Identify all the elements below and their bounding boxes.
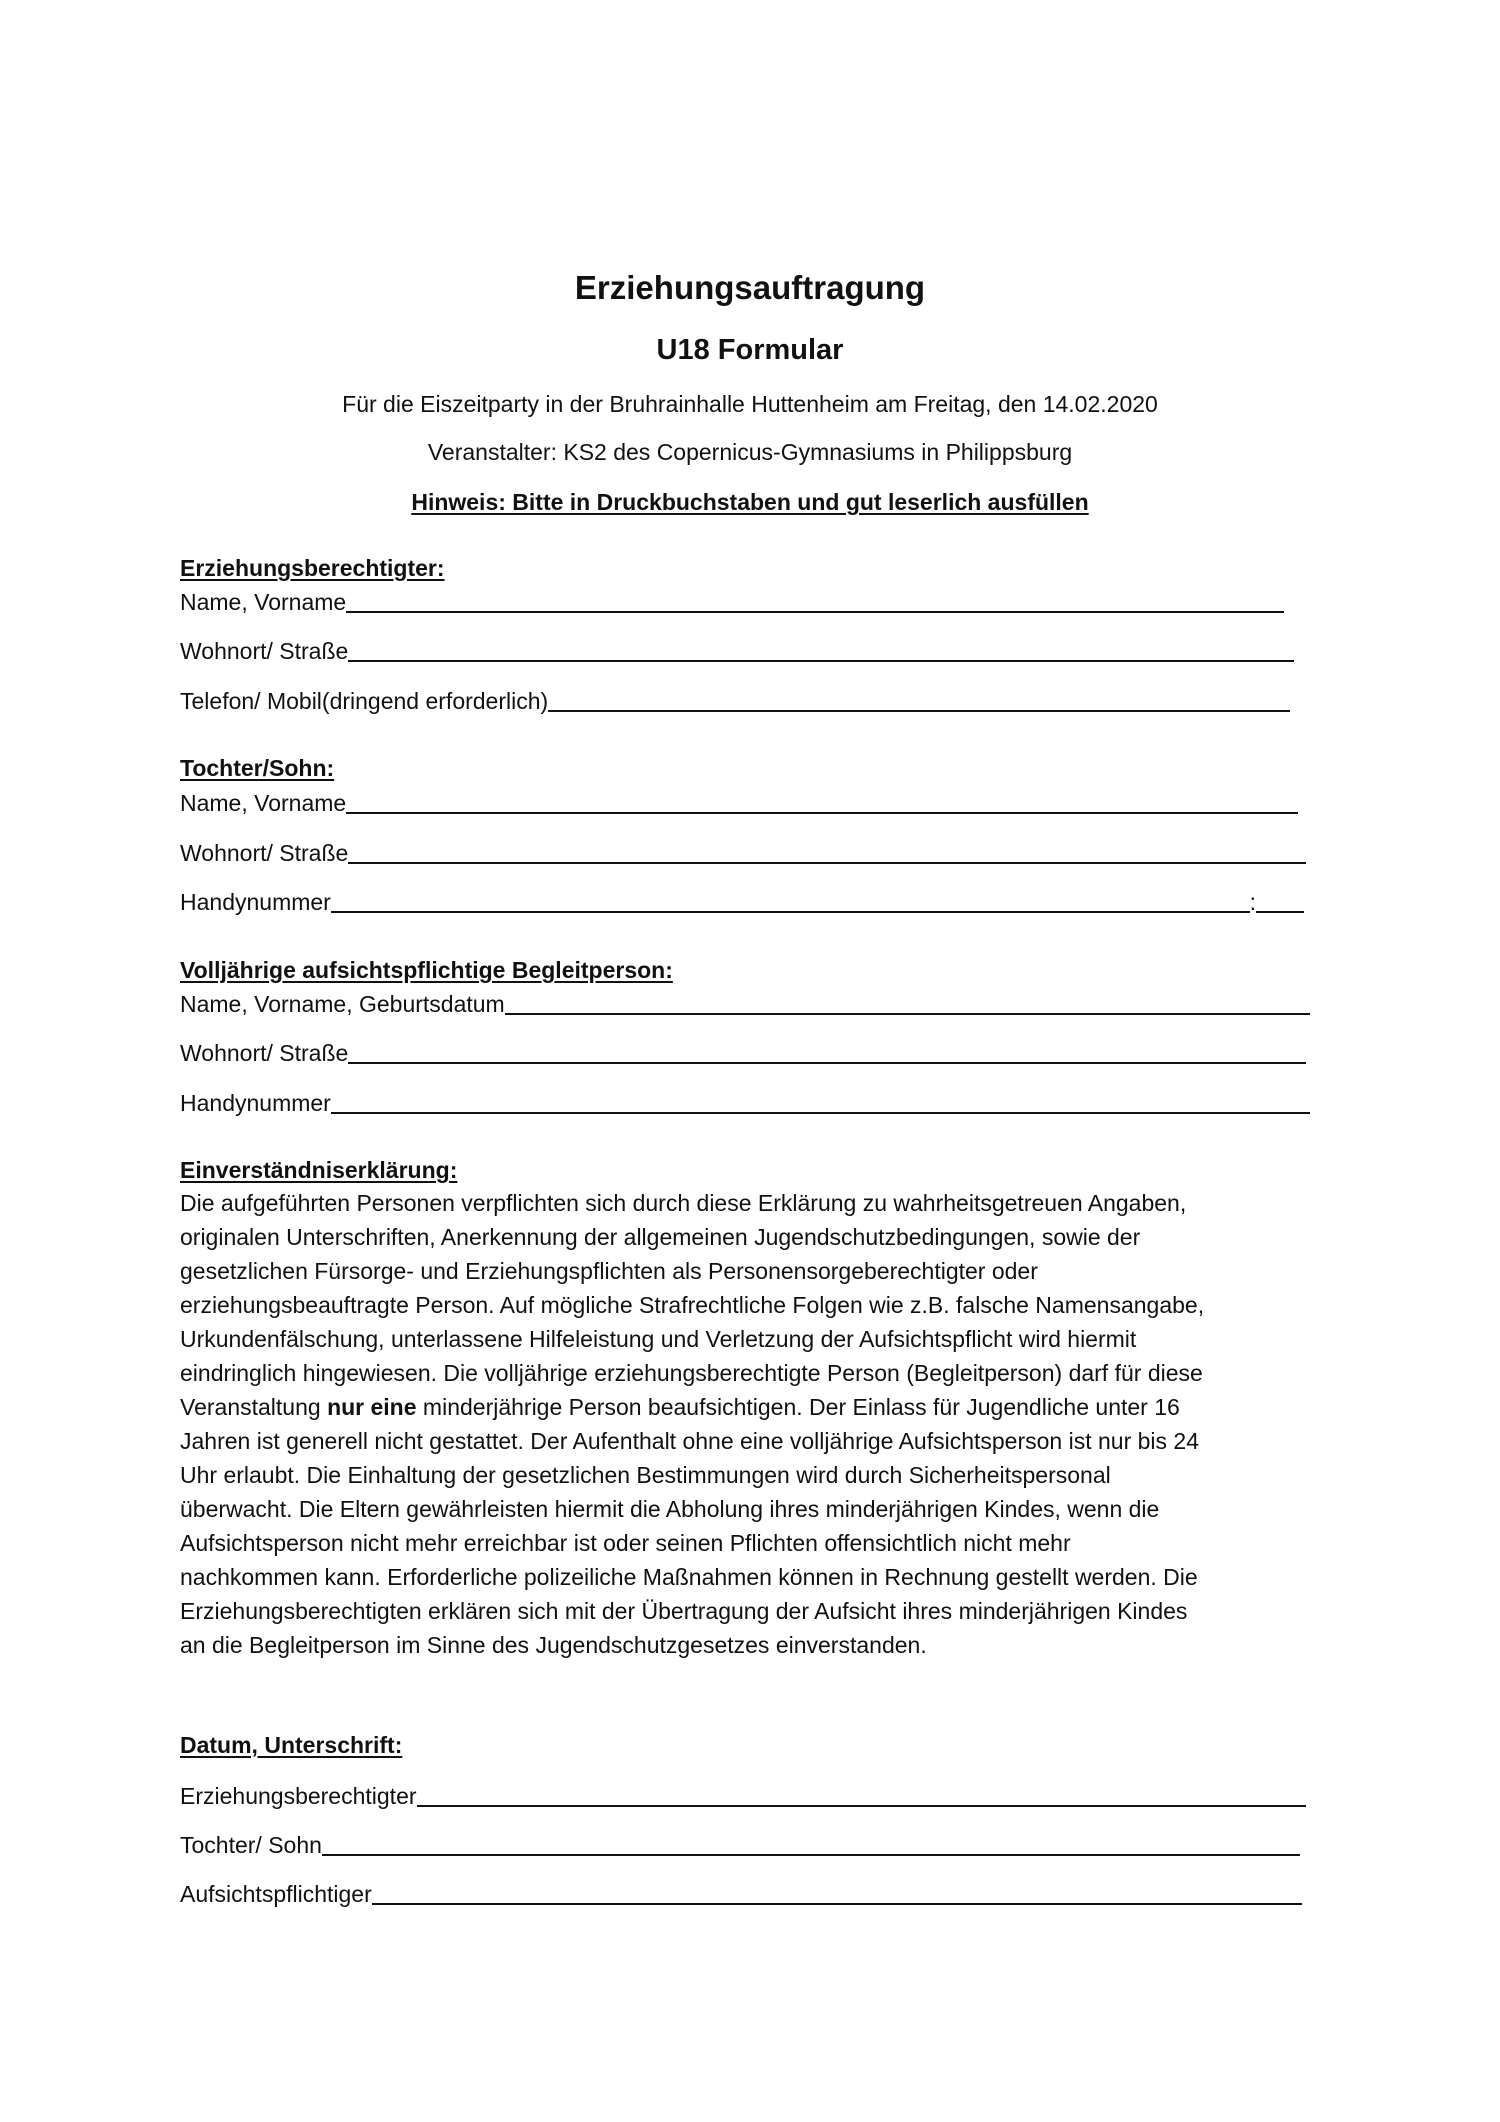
fill-in-notice-text: Hinweis: Bitte in Druckbuchstaben und gut leserlich ausfüllen: [411, 489, 1089, 515]
fill-in-notice: [0, 487, 1500, 517]
guardian-address-field[interactable]: [180, 634, 1294, 666]
guardian-address-label: Wohnort/ Straße: [180, 638, 349, 664]
supervisor-signature-line[interactable]: [372, 1879, 1302, 1905]
consent-line: nachkommen kann. Erforderliche polizeiliche Maßnahmen können in Rechnung gestellt werden. Die: [180, 1564, 1198, 1590]
page-title: Erziehungsauftragung: [574, 269, 926, 306]
consent-line: eindringlich hingewiesen. Die volljährige erziehungsberechtigte Person (Begleitperson) darf für diese: [180, 1360, 1203, 1386]
companion-name-label: Name, Vorname, Geburtsdatum: [180, 991, 505, 1017]
child-phone-label: Handynummer: [180, 889, 331, 915]
consent-line: gesetzlichen Fürsorge- und Erziehungspflichten als Personensorgeberechtigter oder: [180, 1258, 1038, 1284]
event-info: Für die Eiszeitparty in der Bruhrainhalle Huttenheim am Freitag, den 14.02.2020: [342, 391, 1158, 417]
consent-line: Die aufgeführten Personen verpflichten sich durch diese Erklärung zu wahrheitsgetreuen Angaben,: [180, 1190, 1187, 1216]
companion-phone-label: Handynummer: [180, 1090, 331, 1116]
guardian-heading: Erziehungsberechtigter:: [180, 555, 445, 581]
child-address-field[interactable]: [180, 836, 1306, 868]
guardian-signature-line[interactable]: [417, 1781, 1306, 1807]
consent-line: Erziehungsberechtigten erklären sich mit der Übertragung der Aufsicht ihres minderjährigen Kindes: [180, 1598, 1188, 1624]
child-signature-label: Tochter/ Sohn: [180, 1832, 322, 1858]
guardian-phone-label: Telefon/ Mobil(dringend erforderlich): [180, 688, 549, 714]
companion-phone-field[interactable]: [180, 1086, 1310, 1118]
supervisor-signature-label: Aufsichtspflichtiger: [180, 1881, 372, 1907]
consent-line: Urkundenfälschung, unterlassene Hilfeleistung und Verletzung der Aufsichtspflicht wird hiermit: [180, 1326, 1137, 1352]
consent-line: Jahren ist generell nicht gestattet. Der Aufenthalt ohne eine volljährige Aufsichtsperson ist nur bis 24: [180, 1428, 1199, 1454]
consent-line: Aufsichtsperson nicht mehr erreichbar ist oder seinen Pflichten offensichtlich nicht mehr: [180, 1530, 1071, 1556]
child-name-label: Name, Vorname: [180, 790, 347, 816]
consent-line: Uhr erlaubt. Die Einhaltung der gesetzlichen Bestimmungen wird durch Sicherheitspersonal: [180, 1462, 1111, 1488]
companion-heading: Volljährige aufsichtspflichtige Begleitperson:: [180, 957, 673, 983]
consent-emphasis: nur eine: [327, 1394, 417, 1420]
child-address-label: Wohnort/ Straße: [180, 840, 349, 866]
guardian-address-input-line[interactable]: [348, 636, 1294, 662]
child-address-input-line[interactable]: [348, 838, 1306, 864]
guardian-phone-field[interactable]: [180, 684, 1290, 716]
companion-name-input-line[interactable]: [505, 989, 1310, 1015]
consent-paragraph: [180, 1186, 1330, 1662]
companion-address-input-line[interactable]: [348, 1038, 1306, 1064]
child-phone-suffix-line[interactable]: [1256, 887, 1304, 913]
companion-address-field[interactable]: [180, 1036, 1306, 1068]
consent-line-start: Veranstaltung: [180, 1394, 328, 1420]
consent-line: überwacht. Die Eltern gewährleisten hiermit die Abholung ihres minderjährigen Kindes, wenn die: [180, 1496, 1160, 1522]
guardian-name-input-line[interactable]: [346, 587, 1284, 613]
companion-phone-input-line[interactable]: [331, 1088, 1310, 1114]
child-name-field[interactable]: [180, 786, 1298, 818]
consent-line: an die Begleitperson im Sinne des Jugendschutzgesetzes einverstanden.: [180, 1632, 927, 1658]
child-signature-line[interactable]: [322, 1830, 1300, 1856]
child-phone-separator: :: [1249, 889, 1256, 915]
consent-heading: Einverständniserklärung:: [180, 1157, 458, 1183]
guardian-phone-input-line[interactable]: [548, 686, 1290, 712]
signatures-heading: Datum, Unterschrift:: [180, 1732, 403, 1758]
consent-line: erziehungsbeauftragte Person. Auf mögliche Strafrechtliche Folgen wie z.B. falsche Namensangabe,: [180, 1292, 1205, 1318]
child-phone-input-line[interactable]: [331, 887, 1250, 913]
child-name-input-line[interactable]: [346, 788, 1298, 814]
companion-name-field[interactable]: [180, 987, 1310, 1019]
guardian-name-field[interactable]: [180, 585, 1284, 617]
child-signature-field[interactable]: [180, 1828, 1300, 1860]
consent-line-end: minderjährige Person beaufsichtigen. Der Einlass für Jugendliche unter 16: [416, 1394, 1180, 1420]
child-heading: Tochter/Sohn:: [180, 755, 335, 781]
supervisor-signature-field[interactable]: [180, 1877, 1302, 1909]
guardian-name-label: Name, Vorname: [180, 589, 347, 615]
page-subtitle: U18 Formular: [656, 334, 844, 366]
guardian-signature-field[interactable]: [180, 1779, 1306, 1811]
consent-line-emphasis: [180, 1390, 1330, 1424]
organizer-info: Veranstalter: KS2 des Copernicus-Gymnasiums in Philippsburg: [427, 439, 1073, 465]
consent-line: originalen Unterschriften, Anerkennung der allgemeinen Jugendschutzbedingungen, sowie der: [180, 1224, 1141, 1250]
companion-address-label: Wohnort/ Straße: [180, 1040, 349, 1066]
guardian-signature-label: Erziehungsberechtigter: [180, 1783, 417, 1809]
child-phone-field[interactable]: [180, 885, 1304, 917]
